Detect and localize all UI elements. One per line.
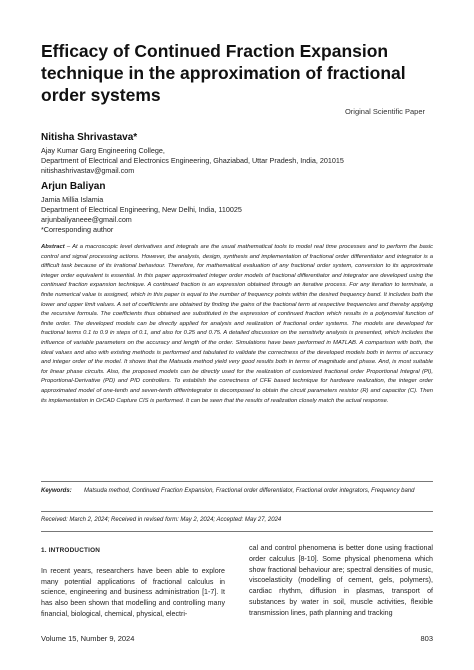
- keywords-label: Keywords:: [41, 488, 72, 494]
- page-number: 803: [420, 634, 433, 643]
- author-email[interactable]: arjunbaliyaneee@gmail.com: [41, 215, 132, 224]
- paper-title: Efficacy of Continued Fraction Expansion technique in the approximation of fractional order systems: [41, 41, 406, 105]
- author-block-2: [41, 180, 441, 225]
- section-heading: 1. INTRODUCTION: [41, 547, 101, 554]
- abstract-label: Abstract: [41, 244, 65, 250]
- intro-column-right: [249, 543, 433, 619]
- affiliation-line: Jamia Millia Islamia: [41, 195, 104, 204]
- affiliation-line: Ajay Kumar Garg Engineering College,: [41, 146, 165, 155]
- keywords-text: Matsuda method, Continued Fraction Expansion, Fractional order differentiator, Fractional order integrators, Frequency band: [84, 488, 415, 494]
- author-block-1: [41, 131, 441, 176]
- affiliation-line: Department of Electrical and Electronics Engineering, Ghaziabad, Uttar Pradesh, India, 201015: [41, 156, 344, 165]
- author-name: Arjun Baliyan: [41, 181, 106, 192]
- affiliation-line: Department of Electrical Engineering, New Delhi, India, 110025: [41, 205, 242, 214]
- intro-paragraph-continued: cal and control phenomena is better done using fractional order calculus [8-10]. Some physical phenomena which show fractional behaviour are; spectral densities of music, viscoelasticity (modelling of cement, gels, polymers), cardiac rhythm, diffusion in plasmas, transport of substances by water in soil, muscle activities, flexible transmission lines, path planning and tracking: [249, 544, 433, 617]
- author-name: Nitisha Shrivastava*: [41, 132, 138, 143]
- divider-top: [41, 481, 433, 482]
- paper-type-label: Original Scientific Paper: [344, 107, 425, 116]
- submission-dates: Received: March 2, 2024; Received in revised form: May 2, 2024; Accepted: May 27, 2024: [41, 517, 282, 523]
- corresponding-author-note: *Corresponding author: [41, 225, 114, 234]
- divider-middle: [41, 511, 433, 512]
- footer-volume: Volume 15, Number 9, 2024: [41, 634, 135, 643]
- intro-column-left: [41, 543, 225, 620]
- abstract-dash: –: [64, 244, 73, 250]
- abstract-text: At a macroscopic level derivatives and integrals are the usual mathematical tools to model real time processes and to perform the basic control and signal processing actions. However, the analysis, design, synthesis and implementation of fractional order differentiator and integrator is a difficult task because of its irrational behaviour. Therefore, for mathematical evaluation of any fractional order system, conversion to its approximate integer order equivalent is essential. In this paper approximated integer order models of fractional differentiator and integrator are developed using the continued fraction expansion technique. A continued fraction is an expression obtained through an iterative process. For any iteration to terminate, a finite numerical value is assigned, which in this paper is equal to the number of frequency points within the desired frequency band. It includes both the lower and upper limit values. A set of coefficients are obtained by finding the gains of the fractional term at respective frequencies and thereby applying the recursive formula. The coefficients thus obtained are substituted in the expression of continued fraction which results in a polynomial function of finite order. The developed models can be directly applied for analysis and realization of fractional order systems. The models are developed for fractional terms 0.1 to 0.9 in steps of 0.1, and also for 0.25 and 0.75. A detailed discussion on the sensitivity analysis is presented, which includes the influence of variable parameters on the accuracy and length of the order. Simulations have been performed in MATLAB. A comparison with both, the ideal values and also with existing methods is performed and tabulated to validate the correctness of the developed models both in terms of accuracy and integer order of the model. It shows that the Matsuda method yield very good results both in terms of magnitude and phase. And, is most suitable for linear phase circuits. Also, the proposed models can be directly used for the realization of customized fractional order Proportional Integral (PI), Proportional-Derivative (PD) and PID controllers. To establish the correctness of CFE based technique for hardware realization, the integer order approximated model of one-tenth and seven-tenth differintegrator is decomposed to obtain the circuit parameters resistor (R) and capacitor (C). Then its implementation in OrCAD Capture CIS is performed. It can be seen that the results of realization closely match the actual response.: [41, 244, 433, 404]
- divider-bottom: [41, 531, 433, 532]
- keywords: [41, 487, 433, 497]
- intro-paragraph: In recent years, researchers have been able to explore many potential applications of fractional calculus in science, engineering and business administration [1-7]. It has also been shown that modelling and controlling many financial, biological, chemical, physical, electri-: [41, 566, 225, 618]
- abstract: [41, 243, 433, 406]
- author-email[interactable]: nitishashrivastav@gmail.com: [41, 166, 135, 175]
